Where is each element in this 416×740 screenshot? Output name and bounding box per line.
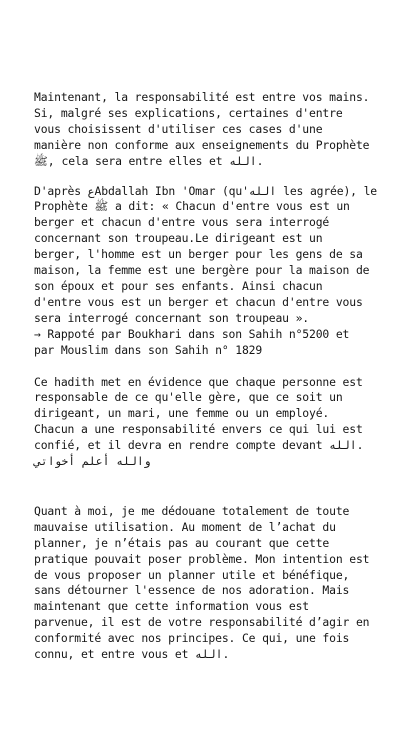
arabic-phrase: والله أعلم أخواتي <box>34 454 151 469</box>
paragraph-explanation: Ce hadith met en évidence que chaque personne est responsable de ce qu'elle gère, que ce soit un dirigeant, un mari, une femme ou un employé. Chacun a une responsabilité envers ce qui lui est confié, et il devra en rendre compte devant الله. <box>34 374 364 453</box>
paragraph-responsibility: Maintenant, la responsabilité est entre vos mains. Si, malgré ses explications, certaines d'entre vous choisissent d'utiliser ces cases d'une manière non conforme aux enseignements du Prophète ﷺ, cela sera entre elles et الله. <box>34 90 370 168</box>
spacer <box>34 170 402 184</box>
arabic-closing-line <box>34 454 402 470</box>
spacer <box>34 470 402 504</box>
spacer <box>34 359 402 375</box>
paragraph-hadith: D'après عAbdallah Ibn 'Omar (qu'الله les agrée), le Prophète ﷺ a dit: « Chacun d'entre vous est un berger et chacun d'entre vous sera interrogé concernant son troupeau.Le dirigeant est un berger, l'homme est un berger pour les gens de sa maison, la femme est une bergère pour la maison de son époux et pour ses enfants. Ainsi chacun d'entre vous est un berger et chacun d'entre vous sera interrogé concernant son troupeau ». → Rappoté par Boukhari dans son Sahih n°5200 et par Mouslim dans son Sahih n° 1829 <box>34 183 378 357</box>
paragraph-disclaimer: Quant à moi, je me dédouane totalement de toute mauvaise utilisation. Au moment de l’achat du planner, je n’étais pas au courant que cette pratique pouvait poser problème. Mon intention est de vous proposer un planner utile et bénéfique, sans détourner l'essence de nos adoration. Mais maintenant que cette information vous est parvenue, il est de votre responsabilité d’agir en conformité avec nos principes. Ce qui, une fois connu, et entre vous et الله. <box>34 503 370 662</box>
